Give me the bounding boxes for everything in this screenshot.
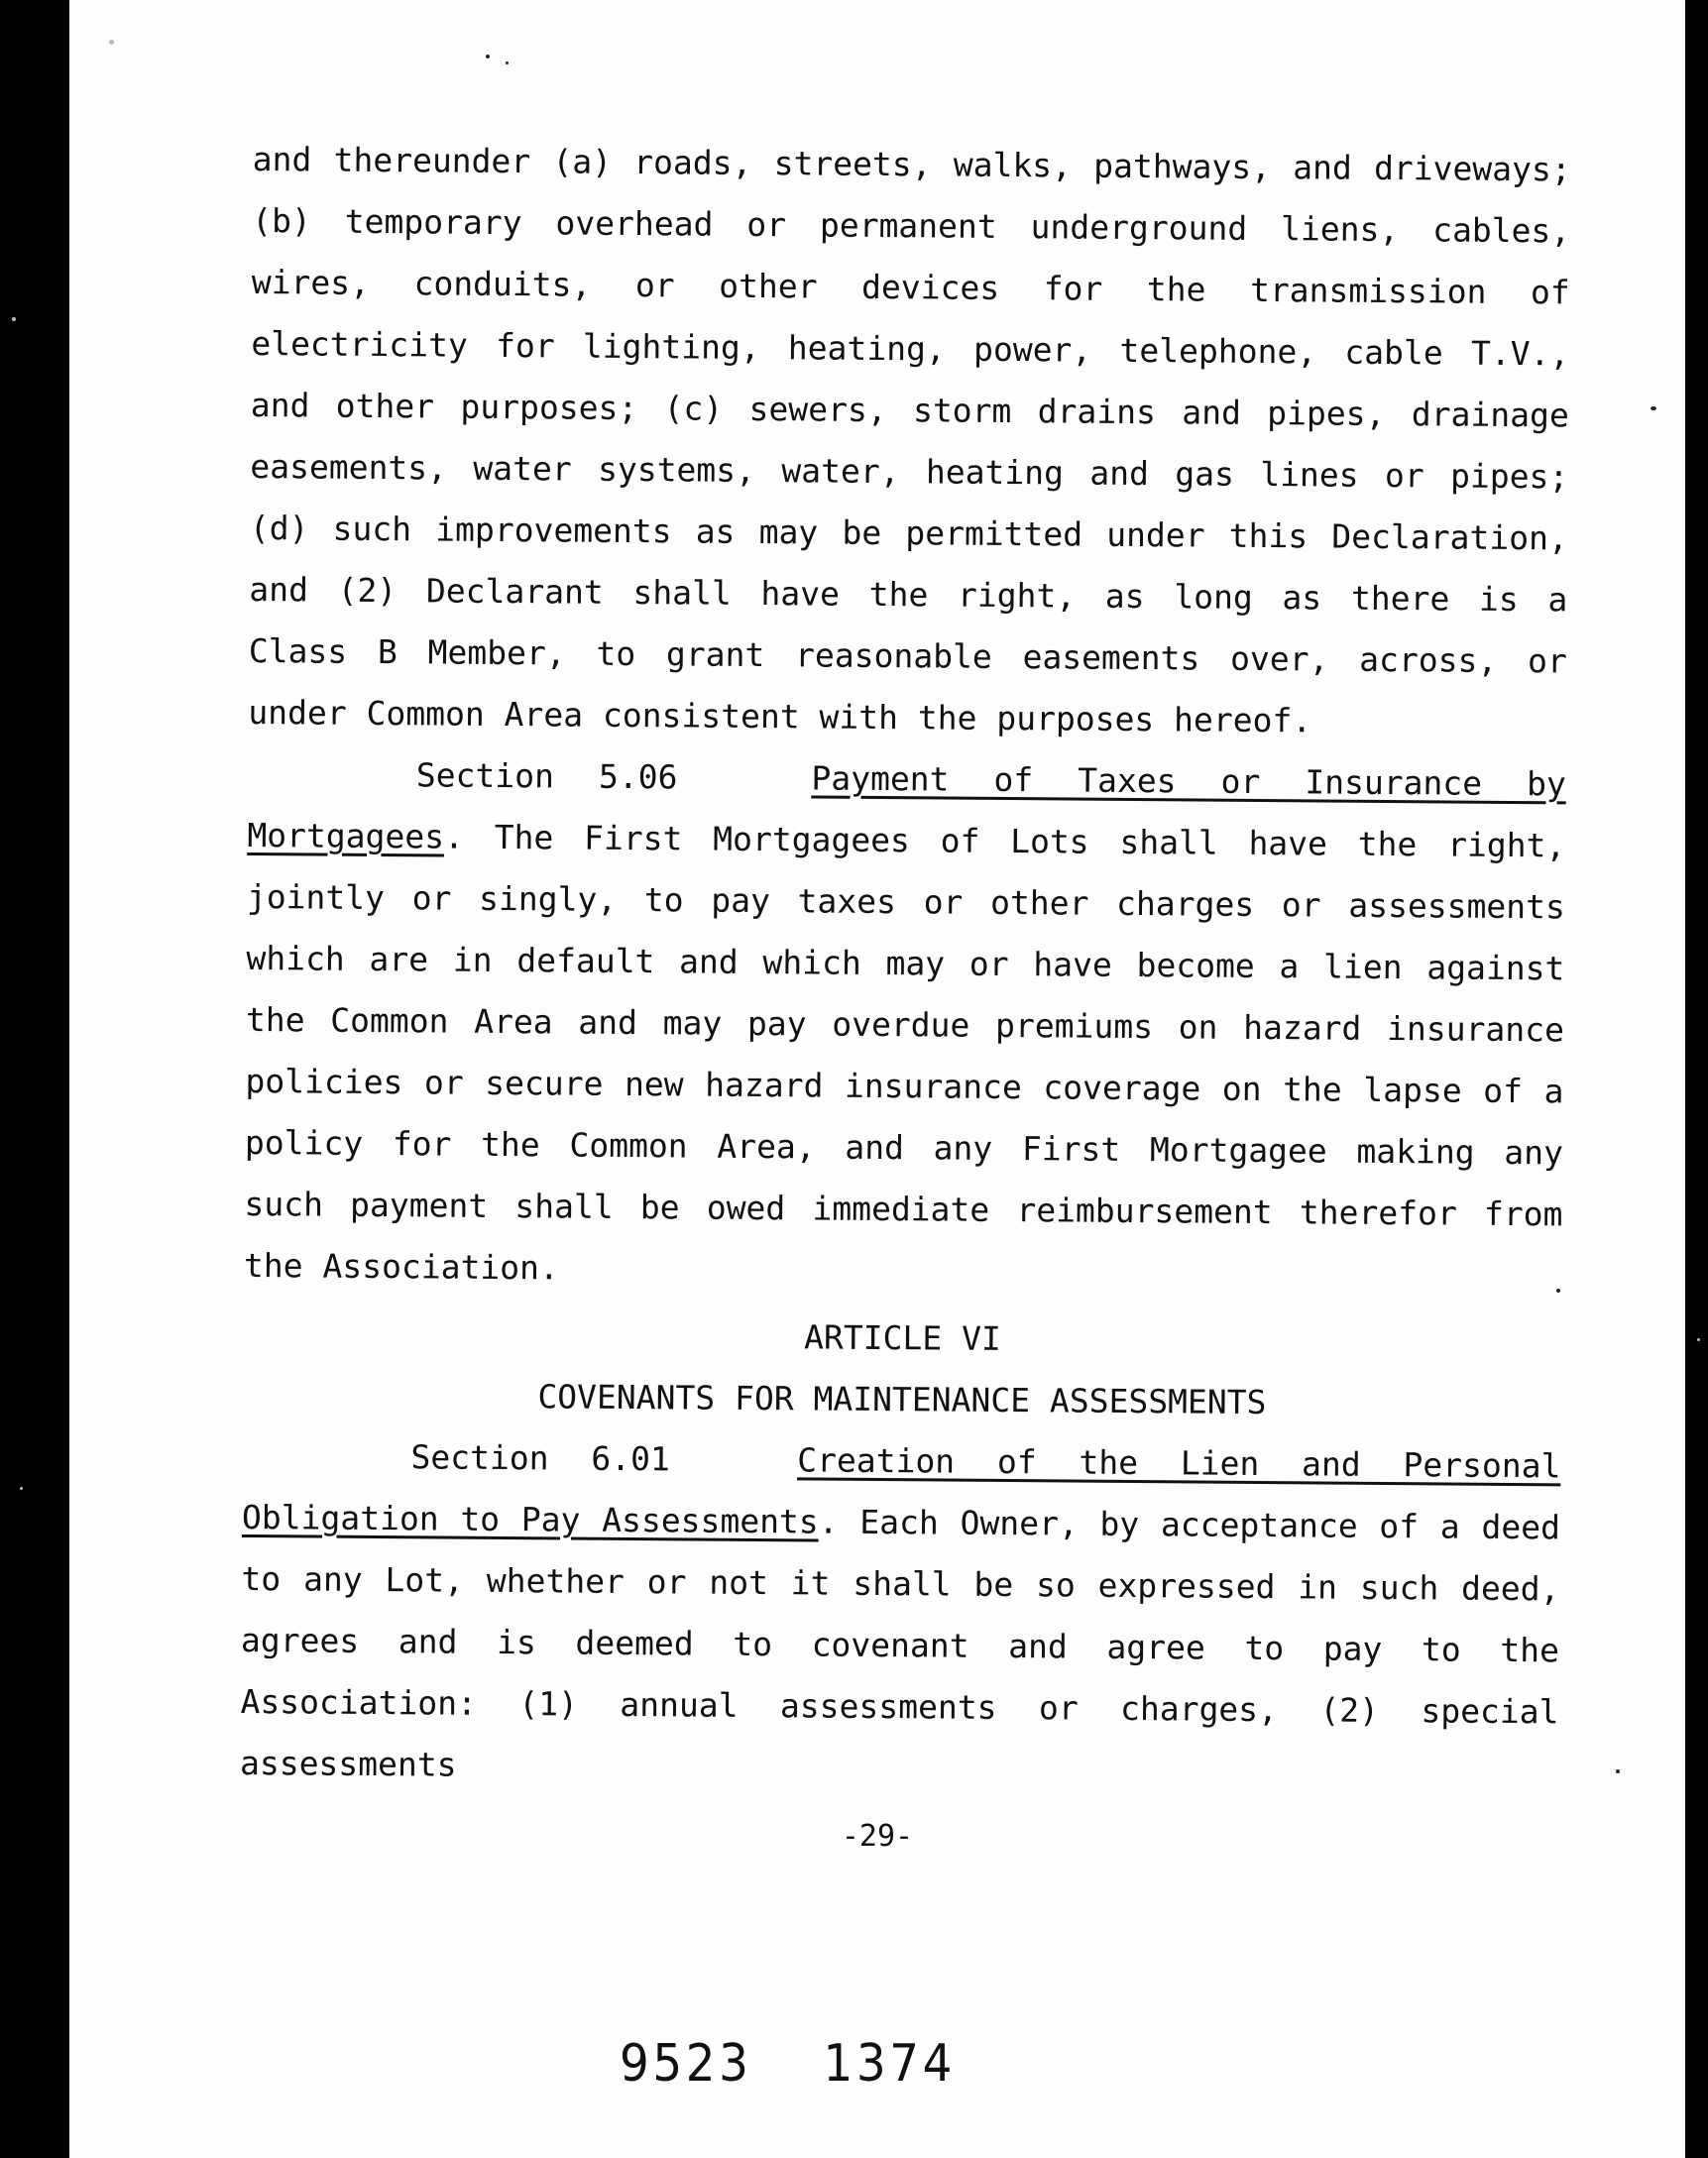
page-number: -29- [841,1819,914,1854]
section-5-06 [244,743,1566,1306]
stamp-page-number: 1374 [823,2034,957,2094]
section-5-06-number: Section 5.06 [415,755,678,797]
section-6-01-number: Section 6.01 [410,1437,670,1479]
scan-speck [20,1487,23,1490]
scan-speck [109,40,114,45]
scan-speck [506,61,509,64]
scan-speck [1616,1769,1620,1773]
scan-speck [12,317,16,321]
scan-speck [486,55,490,58]
section-6-01-title: Creation of the Lien and Personal Obligation to Pay Assessments [241,1440,1561,1541]
scan-speck [1697,1338,1700,1341]
document-body [240,129,1571,1804]
section-5-06-body: . The First Mortgagees of Lots shall have the right, jointly or singly, to pay taxes or other charges or assessments which are in default and which may or have become a lien against the Common Area and may pay overdue premiums on hazard insurance policies or secure new hazard insurance coverage on the lapse of a policy for the Common Area, and any First Mortgagee making any such payment shall be owed immediate reimbursement therefor from the Association. [243,817,1566,1288]
easement-paragraph: and thereunder (a) roads, streets, walks, pathways, and driveways; (b) temporary overhead or permanent underground liens, cables, wires, conduits, or other devices for the transmission of electricity for lighting, heating, power, telephone, cable T.V., and other purposes; (c) sewers, storm drains and pipes, drainage easements, water systems, water, heating and gas lines or pipes; (d) such improvements as may be permitted under this Declaration, and (2) Declarant shall have the right, as long as there is a Class B Member, to grant reasonable easements over, across, or under Common Area consistent with the purposes hereof. [248,139,1571,740]
section-6-01-body: . Each Owner, by acceptance of a deed to any Lot, whether or not it shall be so expressed in such deed, agrees and is deemed to covenant and agree to pay to the Association: (1) annual assessments or charges, (2) special assessments [239,1502,1561,1784]
scan-speck [1651,406,1656,410]
article-heading: ARTICLE VI [803,1317,1001,1358]
stamp-book-number: 9523 [620,2034,752,2094]
article-title: COVENANTS FOR MAINTENANCE ASSESSMENTS [537,1377,1267,1422]
recording-stamp [620,2034,1027,2094]
section-6-01 [240,1425,1561,1804]
document-page [69,0,1685,2158]
section-5-06-title: Payment of Taxes or Insurance by Mortgagees [247,758,1567,856]
